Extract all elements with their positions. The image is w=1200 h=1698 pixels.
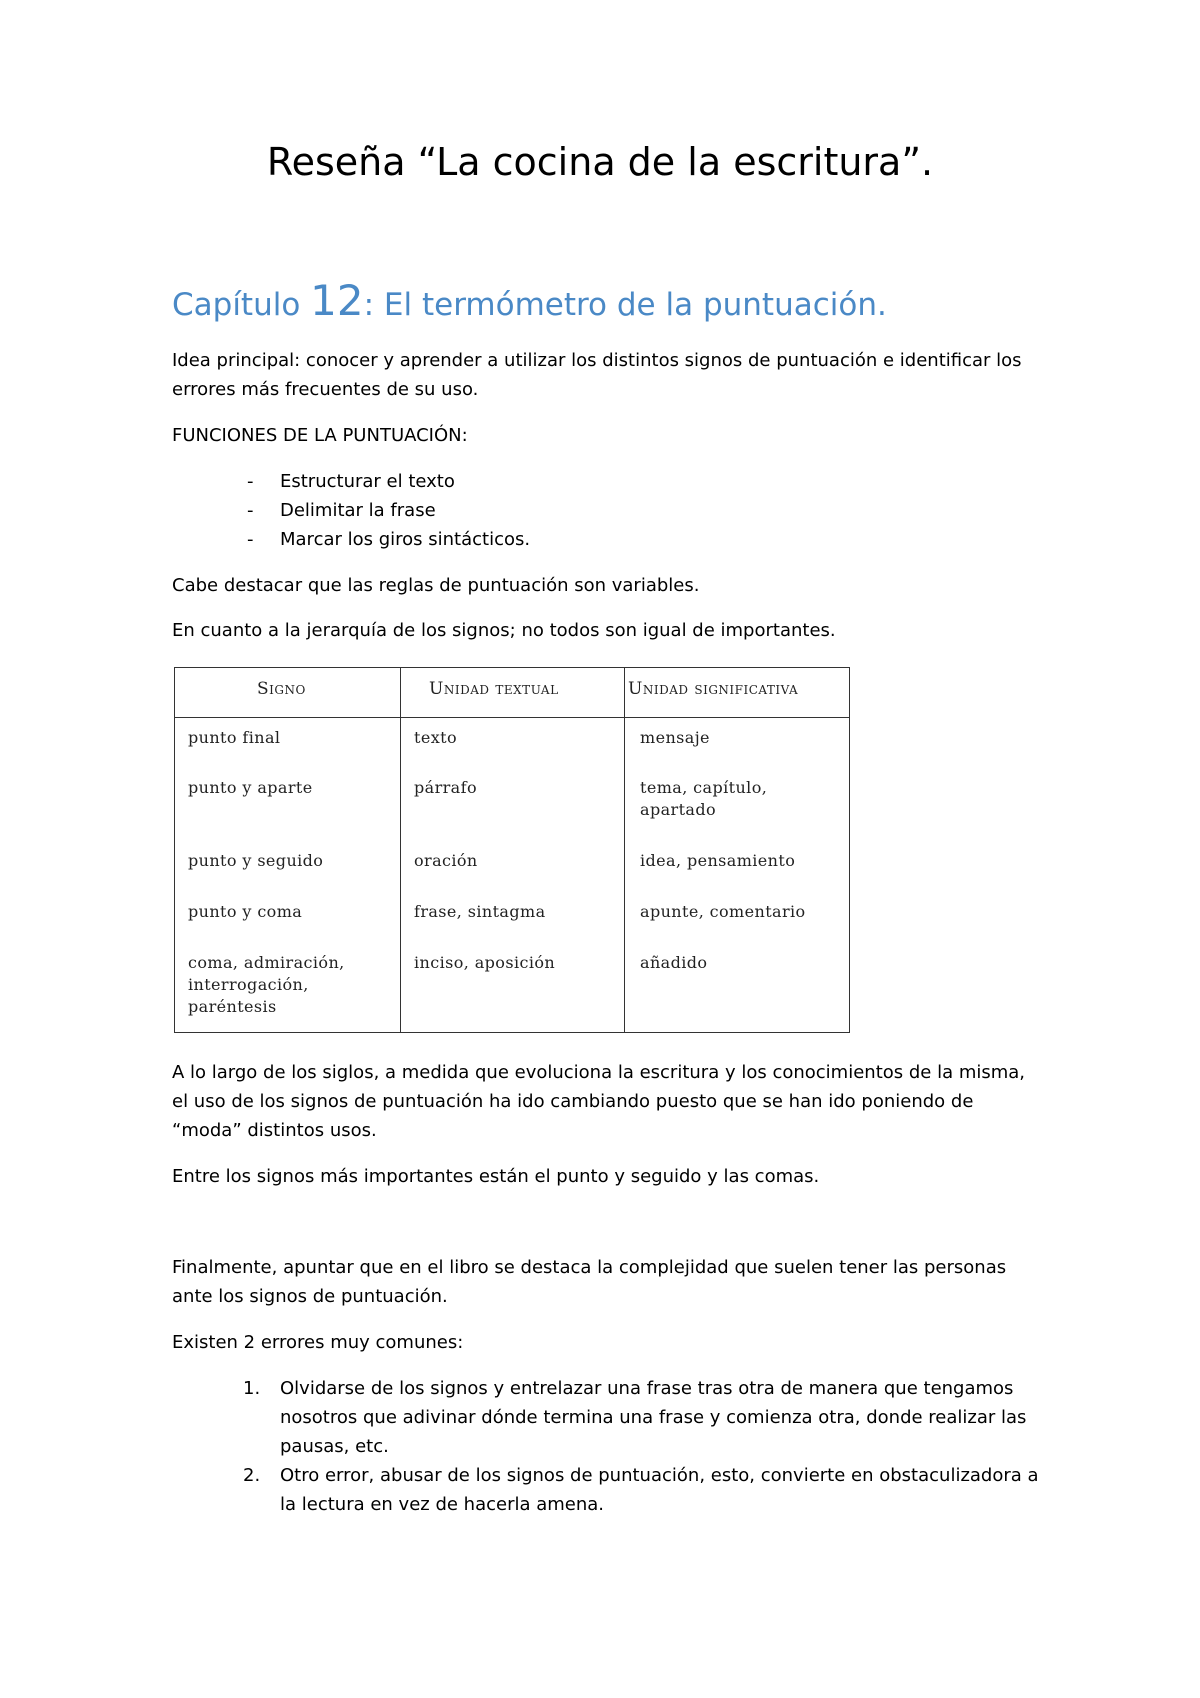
- function-item-1: Estructurar el texto: [280, 471, 455, 492]
- chapter-number: 12: [310, 276, 364, 325]
- error-1-line-2: nosotros que adivinar dónde termina una frase y comienza otra, donde realizar las: [280, 1407, 1027, 1428]
- list-bullet: -: [247, 500, 254, 521]
- table-cell: texto: [414, 728, 457, 747]
- history-line-3: “moda” distintos usos.: [172, 1120, 377, 1141]
- table-cell: mensaje: [640, 728, 710, 747]
- table-cell: punto y aparte: [188, 778, 313, 797]
- final-line-2: ante los signos de puntuación.: [172, 1286, 448, 1307]
- table-cell: punto final: [188, 728, 281, 747]
- main-idea-line-1: Idea principal: conocer y aprender a utilizar los distintos signos de puntuación e identificar los: [172, 350, 1022, 371]
- table-cell: idea, pensamiento: [640, 851, 796, 870]
- table-cell: apunte, comentario: [640, 902, 806, 921]
- list-bullet: -: [247, 529, 254, 550]
- error-2-line-1: Otro error, abusar de los signos de puntuación, esto, convierte en obstaculizadora a: [280, 1465, 1039, 1486]
- error-2-line-2: la lectura en vez de hacerla amena.: [280, 1494, 605, 1515]
- document-title: Reseña “La cocina de la escritura”.: [266, 140, 934, 184]
- table-cell: oración: [414, 851, 478, 870]
- error-1-line-3: pausas, etc.: [280, 1436, 389, 1457]
- error-number-1: 1.: [243, 1378, 261, 1399]
- table-header-divider: [174, 717, 850, 718]
- variables-paragraph: Cabe destacar que las reglas de puntuación son variables.: [172, 575, 700, 596]
- list-bullet: -: [247, 471, 254, 492]
- table-column-divider: [624, 667, 625, 1033]
- table-cell: coma, admiración,: [188, 953, 345, 972]
- table-cell: punto y seguido: [188, 851, 324, 870]
- table-header-unidad-significativa: Unidad significativa: [628, 679, 799, 699]
- final-line-1: Finalmente, apuntar que en el libro se destaca la complejidad que suelen tener las personas: [172, 1257, 1007, 1278]
- punctuation-table: [174, 667, 850, 1033]
- table-cell: añadido: [640, 953, 708, 972]
- chapter-prefix: Capítulo: [172, 287, 311, 323]
- function-item-2: Delimitar la frase: [280, 500, 436, 521]
- function-item-3: Marcar los giros sintácticos.: [280, 529, 531, 550]
- hierarchy-paragraph: En cuanto a la jerarquía de los signos; no todos son igual de importantes.: [172, 620, 836, 641]
- table-header-signo: Signo: [257, 679, 306, 699]
- table-cell: frase, sintagma: [414, 902, 546, 921]
- important-signs-paragraph: Entre los signos más importantes están el punto y seguido y las comas.: [172, 1166, 820, 1187]
- table-cell: inciso, aposición: [414, 953, 556, 972]
- chapter-heading: [172, 276, 887, 325]
- chapter-title: : El termómetro de la puntuación.: [363, 287, 887, 323]
- table-column-divider: [400, 667, 401, 1033]
- errors-heading: Existen 2 errores muy comunes:: [172, 1332, 464, 1353]
- history-line-2: el uso de los signos de puntuación ha ido cambiando puesto que se han ido poniendo de: [172, 1091, 974, 1112]
- main-idea-line-2: errores más frecuentes de su uso.: [172, 379, 479, 400]
- table-cell: párrafo: [414, 778, 477, 797]
- table-cell: tema, capítulo,: [640, 778, 768, 797]
- table-cell: paréntesis: [188, 997, 277, 1016]
- error-1-line-1: Olvidarse de los signos y entrelazar una frase tras otra de manera que tengamos: [280, 1378, 1014, 1399]
- functions-heading: FUNCIONES DE LA PUNTUACIÓN:: [172, 425, 468, 446]
- table-cell: interrogación,: [188, 975, 309, 994]
- history-line-1: A lo largo de los siglos, a medida que evoluciona la escritura y los conocimientos de la misma,: [172, 1062, 1026, 1083]
- error-number-2: 2.: [243, 1465, 261, 1486]
- table-header-unidad-textual: Unidad textual: [429, 679, 559, 699]
- table-cell: apartado: [640, 800, 717, 819]
- table-cell: punto y coma: [188, 902, 303, 921]
